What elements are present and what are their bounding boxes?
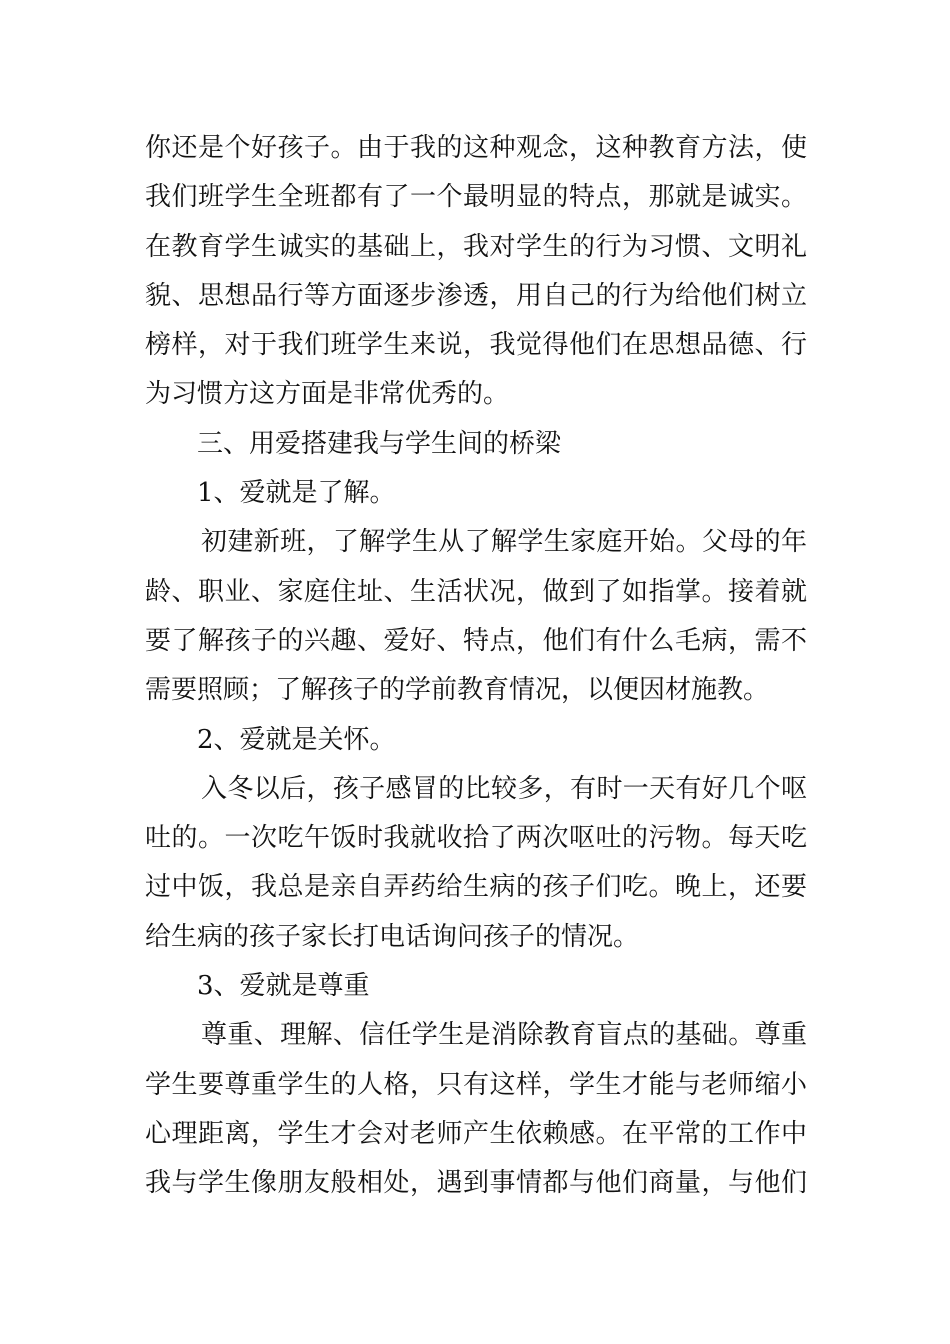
subsection-heading: 2、爱就是关怀。 xyxy=(197,724,396,755)
text-line: 学生要尊重学生的人格，只有这样，学生才能与老师缩小 xyxy=(145,1069,807,1100)
section-heading: 三、用爱搭建我与学生间的桥梁 xyxy=(197,428,562,459)
text-line: 尊重、理解、信任学生是消除教育盲点的基础。尊重 xyxy=(201,1020,807,1051)
text-line: 给生病的孩子家长打电话询问孩子的情况。 xyxy=(145,921,640,952)
text-line: 要了解孩子的兴趣、爱好、特点，他们有什么毛病，需不 xyxy=(145,625,807,656)
text-line: 我与学生像朋友般相处，遇到事情都与他们商量，与他们 xyxy=(145,1168,807,1199)
text-line: 在教育学生诚实的基础上，我对学生的行为习惯、文明礼 xyxy=(145,231,807,262)
text-line: 需要照顾；了解孩子的学前教育情况，以便因材施教。 xyxy=(145,675,770,706)
text-line: 我们班学生全班都有了一个最明显的特点，那就是诚实。 xyxy=(145,182,807,213)
text-line: 你还是个好孩子。由于我的这种观念，这种教育方法，使 xyxy=(145,133,807,163)
subsection-heading: 1、爱就是了解。 xyxy=(197,478,396,509)
text-line: 为习惯方这方面是非常优秀的。 xyxy=(145,379,510,410)
text-line: 榜样，对于我们班学生来说，我觉得他们在思想品德、行 xyxy=(145,330,807,361)
text-line: 吐的。一次吃午饭时我就收拾了两次呕吐的污物。每天吃 xyxy=(145,823,807,854)
text-line: 龄、职业、家庭住址、生活状况，做到了如指掌。接着就 xyxy=(145,576,807,607)
subsection-heading: 3、爱就是尊重 xyxy=(197,971,370,1002)
text-line: 入冬以后，孩子感冒的比较多，有时一天有好几个呕 xyxy=(201,773,807,804)
document-body xyxy=(145,124,807,1209)
text-line: 过中饭，我总是亲自弄药给生病的孩子们吃。晚上，还要 xyxy=(145,872,807,903)
text-line: 初建新班，了解学生从了解学生家庭开始。父母的年 xyxy=(201,527,807,558)
text-line: 貌、思想品行等方面逐步渗透，用自己的行为给他们树立 xyxy=(145,280,807,311)
text-line: 心理距离，学生才会对老师产生依赖感。在平常的工作中 xyxy=(145,1118,807,1149)
